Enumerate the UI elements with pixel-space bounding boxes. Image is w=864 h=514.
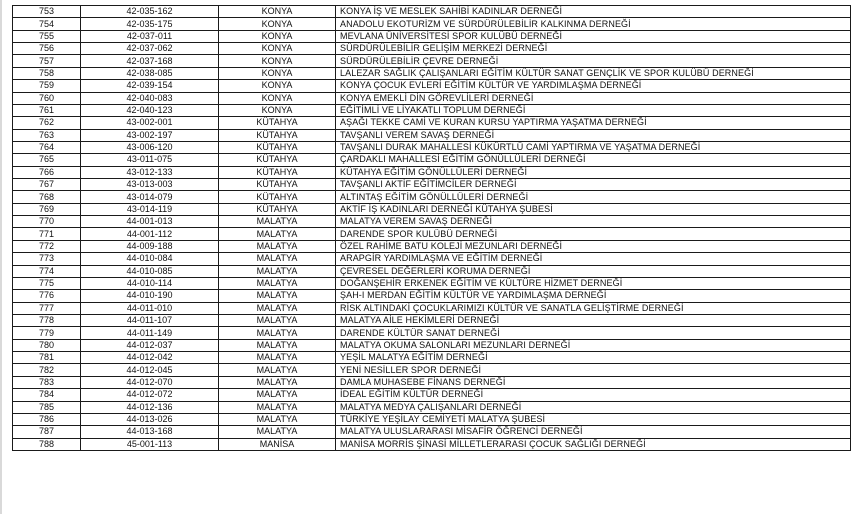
- association-name-cell: ÇEVRESEL DEĞERLERİ KORUMA DERNEĞİ: [336, 265, 851, 277]
- table-row: [13, 253, 851, 265]
- table-row: [13, 179, 851, 191]
- registry-code-cell: 43-006-120: [81, 141, 219, 153]
- association-name-cell: KONYA ÇOCUK EVLERİ EĞİTİM KÜLTÜR VE YARDIMLAŞMA DERNEĞİ: [336, 80, 851, 92]
- table-row: [13, 376, 851, 388]
- city-cell: KONYA: [219, 80, 336, 92]
- table-row: [13, 352, 851, 364]
- table-row: [13, 80, 851, 92]
- city-cell: MALATYA: [219, 216, 336, 228]
- row-number-cell: 754: [13, 18, 81, 30]
- table-row: [13, 426, 851, 438]
- association-name-cell: KONYA İŞ VE MESLEK SAHİBİ KADINLAR DERNEĞİ: [336, 6, 851, 18]
- city-cell: KONYA: [219, 67, 336, 79]
- table-row: [13, 166, 851, 178]
- association-name-cell: AŞAĞI TEKKE CAMİ VE KURAN KURSU YAPTIRMA YAŞATMA DERNEĞİ: [336, 117, 851, 129]
- association-name-cell: ALTINTAŞ EĞİTİM GÖNÜLLÜLERİ DERNEĞİ: [336, 191, 851, 203]
- association-name-cell: EĞİTİMLİ VE LİYAKATLI TOPLUM DERNEĞİ: [336, 104, 851, 116]
- city-cell: MALATYA: [219, 376, 336, 388]
- table-row: [13, 30, 851, 42]
- row-number-cell: 753: [13, 6, 81, 18]
- table-row: [13, 154, 851, 166]
- table-row: [13, 43, 851, 55]
- row-number-cell: 772: [13, 240, 81, 252]
- row-number-cell: 755: [13, 30, 81, 42]
- registry-code-cell: 44-012-136: [81, 401, 219, 413]
- row-number-cell: 763: [13, 129, 81, 141]
- registry-code-cell: 43-013-003: [81, 179, 219, 191]
- city-cell: KONYA: [219, 30, 336, 42]
- association-name-cell: TAVŞANLI DURAK MAHALLESİ KÜKÜRTLÜ CAMİ YAPTIRMA VE YAŞATMA DERNEĞİ: [336, 141, 851, 153]
- table-row: [13, 67, 851, 79]
- association-name-cell: ÖZEL RAHİME BATU KOLEJİ MEZUNLARI DERNEĞİ: [336, 240, 851, 252]
- association-name-cell: ANADOLU EKOTURİZM VE SÜRDÜRÜLEBİLİR KALKINMA DERNEĞİ: [336, 18, 851, 30]
- city-cell: KÜTAHYA: [219, 191, 336, 203]
- row-number-cell: 757: [13, 55, 81, 67]
- table-row: [13, 438, 851, 450]
- table-row: [13, 265, 851, 277]
- association-name-cell: ŞAH-I MERDAN EĞİTİM KÜLTÜR VE YARDIMLAŞMA DERNEĞİ: [336, 290, 851, 302]
- row-number-cell: 784: [13, 389, 81, 401]
- city-cell: KÜTAHYA: [219, 203, 336, 215]
- registry-code-cell: 42-039-154: [81, 80, 219, 92]
- table-row: [13, 216, 851, 228]
- association-name-cell: KÜTAHYA EĞİTİM GÖNÜLLÜLERİ DERNEĞİ: [336, 166, 851, 178]
- association-table: [12, 5, 851, 451]
- registry-code-cell: 42-038-085: [81, 67, 219, 79]
- row-number-cell: 775: [13, 277, 81, 289]
- city-cell: KONYA: [219, 6, 336, 18]
- table-row: [13, 141, 851, 153]
- registry-code-cell: 44-009-188: [81, 240, 219, 252]
- registry-code-cell: 43-012-133: [81, 166, 219, 178]
- city-cell: KÜTAHYA: [219, 166, 336, 178]
- row-number-cell: 771: [13, 228, 81, 240]
- city-cell: MALATYA: [219, 389, 336, 401]
- registry-code-cell: 43-002-197: [81, 129, 219, 141]
- table-row: [13, 129, 851, 141]
- city-cell: MALATYA: [219, 339, 336, 351]
- city-cell: KÜTAHYA: [219, 179, 336, 191]
- row-number-cell: 781: [13, 352, 81, 364]
- registry-code-cell: 44-012-070: [81, 376, 219, 388]
- registry-code-cell: 43-011-075: [81, 154, 219, 166]
- city-cell: MALATYA: [219, 240, 336, 252]
- registry-code-cell: 43-014-119: [81, 203, 219, 215]
- row-number-cell: 769: [13, 203, 81, 215]
- table-row: [13, 302, 851, 314]
- association-name-cell: SÜRDÜRÜLEBİLİR ÇEVRE DERNEĞİ: [336, 55, 851, 67]
- row-number-cell: 783: [13, 376, 81, 388]
- city-cell: KONYA: [219, 18, 336, 30]
- association-name-cell: DARENDE KÜLTÜR SANAT DERNEĞİ: [336, 327, 851, 339]
- city-cell: MALATYA: [219, 314, 336, 326]
- registry-code-cell: 45-001-113: [81, 438, 219, 450]
- city-cell: MALATYA: [219, 302, 336, 314]
- row-number-cell: 758: [13, 67, 81, 79]
- city-cell: KÜTAHYA: [219, 117, 336, 129]
- row-number-cell: 777: [13, 302, 81, 314]
- row-number-cell: 766: [13, 166, 81, 178]
- association-name-cell: DAMLA MUHASEBE FİNANS DERNEĞİ: [336, 376, 851, 388]
- association-name-cell: ÇARDAKLI MAHALLESİ EĞİTİM GÖNÜLLÜLERİ DERNEĞİ: [336, 154, 851, 166]
- row-number-cell: 768: [13, 191, 81, 203]
- association-name-cell: MALATYA VEREM SAVAŞ DERNEĞİ: [336, 216, 851, 228]
- association-name-cell: SÜRDÜRÜLEBİLİR GELİŞİM MERKEZİ DERNEĞİ: [336, 43, 851, 55]
- registry-code-cell: 44-010-084: [81, 253, 219, 265]
- table-row: [13, 290, 851, 302]
- city-cell: MALATYA: [219, 352, 336, 364]
- table-row: [13, 277, 851, 289]
- row-number-cell: 773: [13, 253, 81, 265]
- city-cell: MALATYA: [219, 253, 336, 265]
- association-name-cell: MALATYA MEDYA ÇALIŞANLARI DERNEĞİ: [336, 401, 851, 413]
- table-row: [13, 104, 851, 116]
- association-name-cell: RİSK ALTINDAKİ ÇOCUKLARIMIZI KÜLTÜR VE SANATLA GELİŞTİRME DERNEĞİ: [336, 302, 851, 314]
- row-number-cell: 756: [13, 43, 81, 55]
- registry-code-cell: 44-010-085: [81, 265, 219, 277]
- association-name-cell: ARAPGİR YARDIMLAŞMA VE EĞİTİM DERNEĞİ: [336, 253, 851, 265]
- city-cell: MALATYA: [219, 277, 336, 289]
- association-name-cell: TÜRKİYE YEŞİLAY CEMİYETİ MALATYA ŞUBESİ: [336, 413, 851, 425]
- table-row: [13, 401, 851, 413]
- association-table-body: [13, 6, 851, 451]
- city-cell: KÜTAHYA: [219, 129, 336, 141]
- registry-code-cell: 44-001-013: [81, 216, 219, 228]
- city-cell: KONYA: [219, 43, 336, 55]
- registry-code-cell: 44-013-168: [81, 426, 219, 438]
- row-number-cell: 762: [13, 117, 81, 129]
- registry-code-cell: 43-002-001: [81, 117, 219, 129]
- row-number-cell: 778: [13, 314, 81, 326]
- row-number-cell: 765: [13, 154, 81, 166]
- registry-code-cell: 42-037-011: [81, 30, 219, 42]
- association-name-cell: YENİ NESİLLER SPOR DERNEĞİ: [336, 364, 851, 376]
- table-row: [13, 339, 851, 351]
- city-cell: KONYA: [219, 92, 336, 104]
- row-number-cell: 787: [13, 426, 81, 438]
- table-row: [13, 55, 851, 67]
- city-cell: KONYA: [219, 55, 336, 67]
- association-name-cell: MALATYA OKUMA SALONLARI MEZUNLARI DERNEĞİ: [336, 339, 851, 351]
- registry-code-cell: 42-037-168: [81, 55, 219, 67]
- city-cell: MALATYA: [219, 413, 336, 425]
- registry-code-cell: 44-012-045: [81, 364, 219, 376]
- registry-code-cell: 42-035-175: [81, 18, 219, 30]
- city-cell: MALATYA: [219, 265, 336, 277]
- table-row: [13, 92, 851, 104]
- association-name-cell: DOĞANŞEHİR ERKENEK EĞİTİM VE KÜLTÜRE HİZMET DERNEĞİ: [336, 277, 851, 289]
- row-number-cell: 782: [13, 364, 81, 376]
- city-cell: MALATYA: [219, 426, 336, 438]
- row-number-cell: 759: [13, 80, 81, 92]
- table-row: [13, 364, 851, 376]
- table-row: [13, 327, 851, 339]
- table-row: [13, 191, 851, 203]
- table-row: [13, 228, 851, 240]
- registry-code-cell: 44-012-042: [81, 352, 219, 364]
- table-row: [13, 413, 851, 425]
- association-name-cell: İDEAL EĞİTİM KÜLTÜR DERNEĞİ: [336, 389, 851, 401]
- row-number-cell: 780: [13, 339, 81, 351]
- association-name-cell: MALATYA AİLE HEKİMLERİ DERNEĞİ: [336, 314, 851, 326]
- association-name-cell: LALEZAR SAĞLIK ÇALIŞANLARI EĞİTİM KÜLTÜR SANAT GENÇLİK VE SPOR KULÜBÜ DERNEĞİ: [336, 67, 851, 79]
- city-cell: MANİSA: [219, 438, 336, 450]
- registry-code-cell: 42-037-062: [81, 43, 219, 55]
- registry-code-cell: 43-014-079: [81, 191, 219, 203]
- city-cell: MALATYA: [219, 364, 336, 376]
- association-name-cell: YEŞİL MALATYA EĞİTİM DERNEĞİ: [336, 352, 851, 364]
- row-number-cell: 788: [13, 438, 81, 450]
- page-edge: [0, 0, 2, 514]
- registry-code-cell: 42-035-162: [81, 6, 219, 18]
- city-cell: KÜTAHYA: [219, 141, 336, 153]
- row-number-cell: 779: [13, 327, 81, 339]
- association-name-cell: TAVŞANLI VEREM SAVAŞ DERNEĞİ: [336, 129, 851, 141]
- registry-code-cell: 44-001-112: [81, 228, 219, 240]
- association-name-cell: KONYA EMEKLİ DİN GÖREVLİLERİ DERNEĞİ: [336, 92, 851, 104]
- registry-code-cell: 44-011-010: [81, 302, 219, 314]
- association-name-cell: AKTİF İŞ KADINLARI DERNEĞİ KÜTAHYA ŞUBESİ: [336, 203, 851, 215]
- association-name-cell: MANİSA MORRİS ŞİNASİ MİLLETLERARASI ÇOCUK SAĞLIĞI DERNEĞİ: [336, 438, 851, 450]
- association-name-cell: DARENDE SPOR KULÜBÜ DERNEĞİ: [336, 228, 851, 240]
- registry-code-cell: 44-013-026: [81, 413, 219, 425]
- city-cell: MALATYA: [219, 290, 336, 302]
- association-name-cell: MEVLANA ÜNİVERSİTESİ SPOR KULÜBÜ DERNEĞİ: [336, 30, 851, 42]
- row-number-cell: 767: [13, 179, 81, 191]
- table-row: [13, 240, 851, 252]
- table-row: [13, 203, 851, 215]
- registry-code-cell: 44-011-107: [81, 314, 219, 326]
- city-cell: MALATYA: [219, 401, 336, 413]
- city-cell: KÜTAHYA: [219, 154, 336, 166]
- row-number-cell: 785: [13, 401, 81, 413]
- city-cell: MALATYA: [219, 327, 336, 339]
- association-name-cell: TAVŞANLI AKTİF EĞİTİMCİLER DERNEĞİ: [336, 179, 851, 191]
- row-number-cell: 760: [13, 92, 81, 104]
- table-row: [13, 6, 851, 18]
- row-number-cell: 786: [13, 413, 81, 425]
- table-row: [13, 117, 851, 129]
- city-cell: KONYA: [219, 104, 336, 116]
- table-row: [13, 389, 851, 401]
- registry-code-cell: 44-012-072: [81, 389, 219, 401]
- registry-code-cell: 42-040-123: [81, 104, 219, 116]
- city-cell: MALATYA: [219, 228, 336, 240]
- row-number-cell: 764: [13, 141, 81, 153]
- registry-code-cell: 44-010-190: [81, 290, 219, 302]
- association-name-cell: MALATYA ULUSLARARASI MİSAFİR ÖĞRENCİ DERNEĞİ: [336, 426, 851, 438]
- registry-code-cell: 42-040-083: [81, 92, 219, 104]
- row-number-cell: 770: [13, 216, 81, 228]
- row-number-cell: 776: [13, 290, 81, 302]
- table-row: [13, 314, 851, 326]
- row-number-cell: 761: [13, 104, 81, 116]
- table-row: [13, 18, 851, 30]
- row-number-cell: 774: [13, 265, 81, 277]
- registry-code-cell: 44-012-037: [81, 339, 219, 351]
- registry-code-cell: 44-010-114: [81, 277, 219, 289]
- registry-code-cell: 44-011-149: [81, 327, 219, 339]
